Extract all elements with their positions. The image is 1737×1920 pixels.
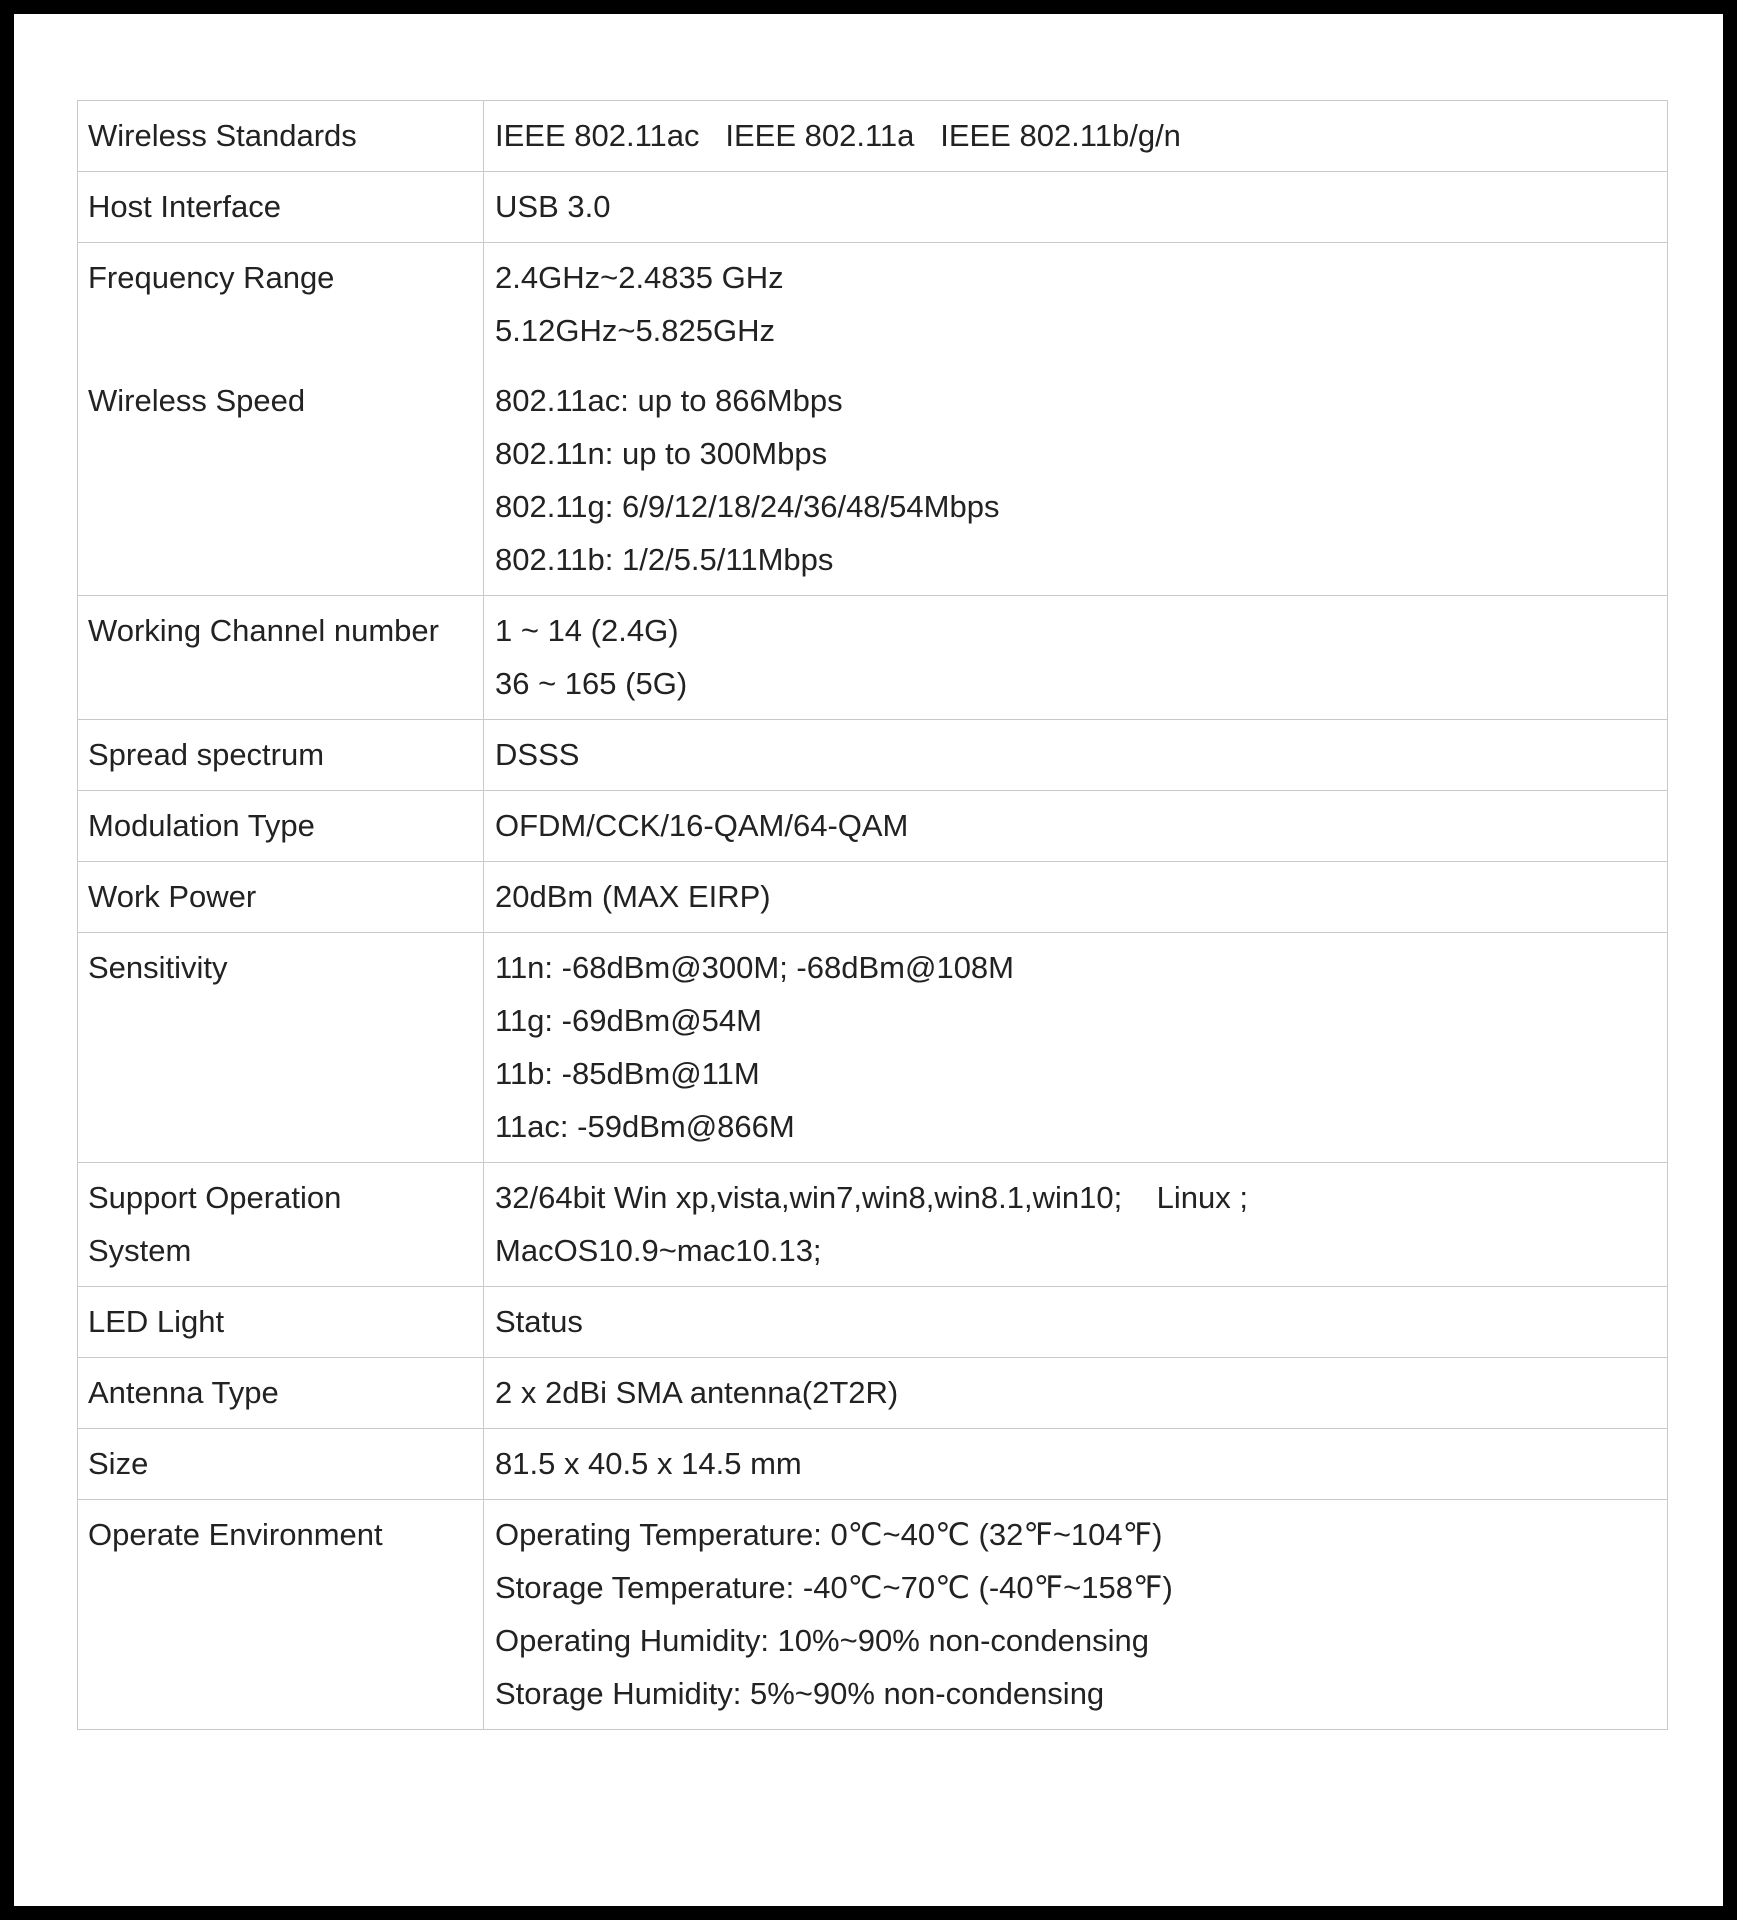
spec-value-line: MacOS10.9~mac10.13; bbox=[495, 1233, 822, 1268]
spec-value-line: 5.12GHz~5.825GHz bbox=[495, 313, 776, 348]
spec-label-line: Size bbox=[88, 1446, 149, 1481]
spec-value bbox=[484, 243, 1668, 367]
spec-value-line: Storage Temperature: -40℃~70℃ (-40℉~158℉) bbox=[495, 1570, 1173, 1605]
spec-label-line: Host Interface bbox=[88, 189, 281, 224]
spec-label bbox=[78, 1500, 484, 1730]
spec-value bbox=[484, 1500, 1668, 1730]
spec-value-line: 32/64bit Win xp,vista,win7,win8,win8.1,win10; Linux ; bbox=[495, 1180, 1248, 1215]
spec-value bbox=[484, 101, 1668, 172]
spec-value-line: 2.4GHz~2.4835 GHz bbox=[495, 260, 784, 295]
spec-value bbox=[484, 172, 1668, 243]
spec-label-line: LED Light bbox=[88, 1304, 225, 1339]
spec-label-line: Sensitivity bbox=[88, 950, 228, 985]
spec-value bbox=[484, 1358, 1668, 1429]
table-row bbox=[78, 933, 1668, 1163]
spec-value-line: 802.11n: up to 300Mbps bbox=[495, 436, 828, 471]
spec-value bbox=[484, 720, 1668, 791]
spec-value-line: IEEE 802.11ac IEEE 802.11a IEEE 802.11b/g/n bbox=[495, 118, 1181, 153]
spec-value-line: 11b: -85dBm@11M bbox=[495, 1056, 760, 1091]
spec-label bbox=[78, 720, 484, 791]
table-row bbox=[78, 1500, 1668, 1730]
table-row bbox=[78, 1358, 1668, 1429]
spec-value bbox=[484, 366, 1668, 596]
table-row bbox=[78, 791, 1668, 862]
spec-label-line: Antenna Type bbox=[88, 1375, 279, 1410]
spec-label-line: System bbox=[88, 1233, 192, 1268]
spec-label bbox=[78, 1358, 484, 1429]
table-row bbox=[78, 1287, 1668, 1358]
table-row bbox=[78, 1163, 1668, 1287]
spec-value bbox=[484, 1287, 1668, 1358]
spec-value bbox=[484, 1429, 1668, 1500]
table-row bbox=[78, 720, 1668, 791]
spec-value bbox=[484, 596, 1668, 720]
spec-table bbox=[77, 100, 1668, 1730]
spec-label-line: Working Channel number bbox=[88, 613, 439, 648]
spec-label-line: Work Power bbox=[88, 879, 257, 914]
spec-value bbox=[484, 791, 1668, 862]
spec-value-line: 81.5 x 40.5 x 14.5 mm bbox=[495, 1446, 802, 1481]
table-row bbox=[78, 862, 1668, 933]
spec-label bbox=[78, 1429, 484, 1500]
spec-label-line: Wireless Speed bbox=[88, 383, 306, 418]
table-row bbox=[78, 101, 1668, 172]
spec-label-line: Wireless Standards bbox=[88, 118, 357, 153]
table-row bbox=[78, 366, 1668, 596]
spec-label-line: Spread spectrum bbox=[88, 737, 325, 772]
spec-value-line: OFDM/CCK/16-QAM/64-QAM bbox=[495, 808, 909, 843]
spec-label bbox=[78, 101, 484, 172]
spec-label-line: Operate Environment bbox=[88, 1517, 383, 1552]
table-row bbox=[78, 1429, 1668, 1500]
spec-value-line: 2 x 2dBi SMA antenna(2T2R) bbox=[495, 1375, 899, 1410]
spec-label bbox=[78, 1163, 484, 1287]
spec-label-line: Frequency Range bbox=[88, 260, 335, 295]
spec-label bbox=[78, 862, 484, 933]
spec-value-line: 802.11ac: up to 866Mbps bbox=[495, 383, 843, 418]
spec-value-line: Status bbox=[495, 1304, 583, 1339]
spec-label bbox=[78, 933, 484, 1163]
spec-value-line: Operating Humidity: 10%~90% non-condensing bbox=[495, 1623, 1149, 1658]
page-frame bbox=[14, 14, 1723, 1906]
spec-label-line: Support Operation bbox=[88, 1180, 342, 1215]
spec-value-line: 20dBm (MAX EIRP) bbox=[495, 879, 771, 914]
spec-value-line: DSSS bbox=[495, 737, 580, 772]
spec-value bbox=[484, 933, 1668, 1163]
spec-value-line: 1 ~ 14 (2.4G) bbox=[495, 613, 679, 648]
spec-value-line: 802.11g: 6/9/12/18/24/36/48/54Mbps bbox=[495, 489, 1000, 524]
table-row bbox=[78, 243, 1668, 367]
spec-value-line: 11n: -68dBm@300M; -68dBm@108M bbox=[495, 950, 1014, 985]
spec-value-line: 802.11b: 1/2/5.5/11Mbps bbox=[495, 542, 834, 577]
table-row bbox=[78, 172, 1668, 243]
spec-label bbox=[78, 172, 484, 243]
spec-label bbox=[78, 243, 484, 367]
spec-value-line: 36 ~ 165 (5G) bbox=[495, 666, 688, 701]
spec-label bbox=[78, 791, 484, 862]
spec-value-line: 11ac: -59dBm@866M bbox=[495, 1109, 795, 1144]
spec-label bbox=[78, 1287, 484, 1358]
spec-value bbox=[484, 862, 1668, 933]
spec-label-line: Modulation Type bbox=[88, 808, 315, 843]
spec-value-line: USB 3.0 bbox=[495, 189, 611, 224]
spec-value-line: Operating Temperature: 0℃~40℃ (32℉~104℉) bbox=[495, 1517, 1163, 1552]
spec-value-line: 11g: -69dBm@54M bbox=[495, 1003, 762, 1038]
spec-label bbox=[78, 596, 484, 720]
table-row bbox=[78, 596, 1668, 720]
spec-label bbox=[78, 366, 484, 596]
spec-value bbox=[484, 1163, 1668, 1287]
spec-value-line: Storage Humidity: 5%~90% non-condensing bbox=[495, 1676, 1105, 1711]
